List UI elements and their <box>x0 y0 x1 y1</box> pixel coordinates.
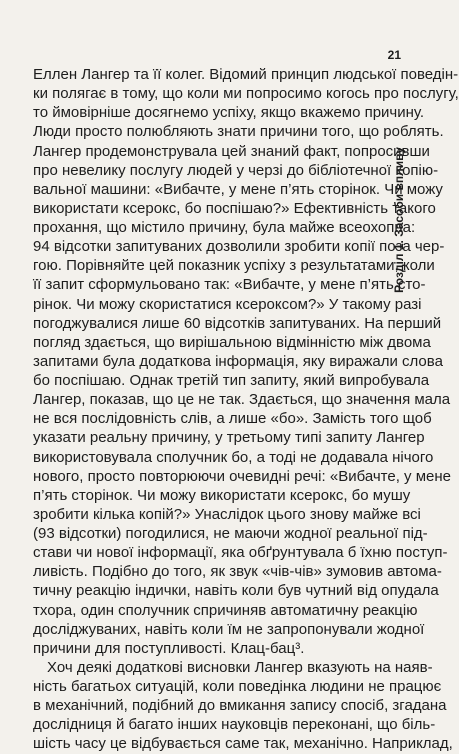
text-line: Лангер, показав, що це не так. Здається, що значення мала <box>33 391 451 409</box>
text-line: вальної машини: «Вибачте, у мене п’ять сторінок. Чи можу <box>33 180 443 198</box>
text-line: бо поспішаю. Однак третій тип запиту, який випробувала <box>33 372 430 389</box>
text-line: використовувала сполучник бо, а тоді не додавала нічого <box>33 448 434 466</box>
text-line: Лангер продемонструвала цей знаний факт, попросивши <box>33 142 430 160</box>
text-line: стави чи нової інформації, яка обґрунтувала б їхню поступ- <box>33 544 448 562</box>
running-head-text: Розділ 1. Засоби впливу <box>392 147 406 293</box>
text-line: указати реальну причину, у третьому типі запиту Лангер <box>33 429 425 447</box>
text-line: погоджувалися лише 60 відсотків запитуваних. На перший <box>33 314 442 332</box>
page-number: 21 <box>387 48 401 62</box>
paragraph <box>33 658 453 754</box>
text-line: шість часу це відбувається саме так, механічно. Наприклад, <box>33 735 453 753</box>
text-line: в механічний, подібний до вмикання запису спосіб, згадана <box>33 697 447 715</box>
text-line: п’ять сторінок. Чи можу використати ксерокс, бо мушу <box>33 486 411 504</box>
text-line: гою. Порівняйте цей показник успіху з результатами, коли <box>33 257 435 275</box>
text-line: ливість. Подібно до того, як звук «чів-чів» зумовив автома- <box>33 563 442 581</box>
text-line: її запит сформульовано так: «Вибачте, у мене п’ять сто- <box>33 276 426 294</box>
text-line: (93 відсотки) погодилися, не маючи жодної реальної під- <box>33 525 428 542</box>
text-line: то ймовірніше досягнемо успіху, якщо вкажемо причину. <box>33 104 425 122</box>
text-line: ки полягає в тому, що коли ми попросимо когось про послугу, <box>33 85 459 103</box>
text-line: погляд здається, що вирішальною відмінністю між двома <box>33 333 431 351</box>
text-line: досліджуваних, навіть коли їм не запропонували жодної <box>33 620 425 638</box>
text-line: використати ксерокс, бо поспішаю?» Ефективність такого <box>33 199 436 217</box>
text-line: про невелику послугу людей у черзі до бібліотечної копію- <box>33 161 439 179</box>
text-line: ність багатьох ситуацій, коли поведінка людини не працює <box>33 678 442 695</box>
text-line: Еллен Лангер та її колег. Відомий принцип людської поведін- <box>33 66 459 83</box>
text-line: запитами була додаткова інформація, яку виражали слова <box>33 352 443 370</box>
text-line: тичну реакцію індички, навіть коли був чутний від опудала <box>33 582 439 600</box>
text-line: дослідниця й багато інших науковців переконані, що біль- <box>33 716 436 734</box>
text-line: Люди просто полюбляють знати причини того, що роблять. <box>33 123 444 141</box>
text-line: не вся послідовність слів, а лише «бо». Замість того щоб <box>33 410 432 428</box>
text-line: рінок. Чи можу скористатися ксероксом?» У такому разі <box>33 295 422 313</box>
text-line: причини для поступливості. Клац-бац³. <box>33 639 305 657</box>
text-line: зробити кілька копій?» Унаслідок цього знову майже всі <box>33 505 421 523</box>
text-line: Хоч деякі додаткові висновки Лангер вказують на наяв- <box>47 658 433 676</box>
text-line: нового, просто повторюючи очевидні речі: «Вибачте, у мене <box>33 467 451 485</box>
text-line: 94 відсотки запитуваних дозволили зробити копії поза чер- <box>33 238 445 256</box>
text-line: тхора, один сполучник спричиняв автоматичну реакцію <box>33 601 418 619</box>
text-line: прохання, що містило причину, була майже всеохопна: <box>33 219 416 236</box>
